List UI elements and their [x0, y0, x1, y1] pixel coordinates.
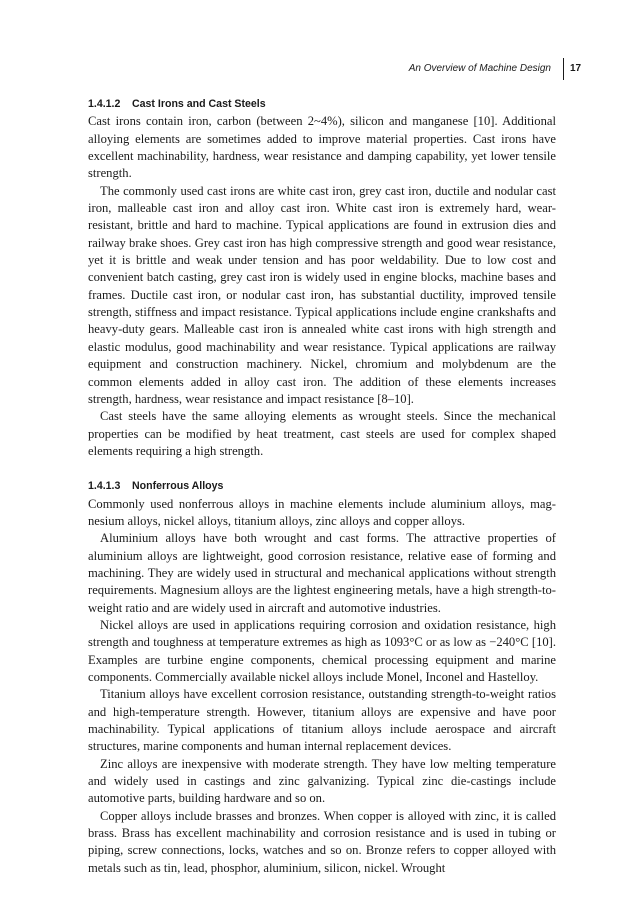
body-text [88, 96, 556, 877]
section-heading-cast-irons [88, 96, 556, 113]
paragraph: Aluminium alloys have both wrought and cast forms. The attractive properties of aluminium alloys are lightweight, good corrosion resistance, relative ease of forming and machining. They are widely used in structural and mechanical applications without strength requirements. Magnesium alloys are the lightest engineering metals, have a high strength-to-weight ratio and are widely used in aircraft and automotive industries. [88, 531, 556, 615]
section-number: 1.4.1.2 [88, 98, 121, 110]
page-number: 17 [570, 63, 582, 74]
paragraph: Commonly used nonferrous alloys in machine elements include aluminium alloys, magnesium alloys, nickel alloys, titanium alloys, zinc alloys and copper alloys. [88, 496, 556, 528]
header-divider [563, 58, 564, 80]
section-heading-nonferrous-alloys [88, 478, 556, 495]
paragraph: Cast irons contain iron, carbon (between 2~4%), silicon and manganese [10]. Additional alloying elements are sometimes added to improve material properties. Cast irons have excellent machinability, hardness, wear resistance and damping capability, yet lower tensile strength. [88, 114, 556, 181]
section-title: Nonferrous Alloys [132, 480, 224, 493]
paragraph: Cast steels have the same alloying elements as wrought steels. Since the mechanical properties can be modified by heat treatment, cast steels are used for complex shaped elements requiring a high strength. [88, 409, 556, 458]
running-title: An Overview of Machine Design [408, 63, 551, 74]
section-number: 1.4.1.3 [88, 480, 121, 493]
paragraph: The commonly used cast irons are white cast iron, grey cast iron, ductile and nodular cast iron, malleable cast iron and alloy cast iron. White cast iron is extremely hard, wear-resistant, brittle and hard to machine. Typical applications are found in extrusion dies and railway brake shoes. Grey cast iron has high compressive strength and good wear resistance, yet it is brittle and weak under tension and has poor weldability. Due to low cost and convenient batch casting, grey cast iron is widely used in engine blocks, machine bases and frames. Ductile cast iron, or nodular cast iron, has substantial ductility, improved tensile strength, stiffness and impact resistance. Typical applications include engine crankshafts and heavy-duty gears. Malleable cast iron is annealed white cast irons with high strength and elastic modulus, good machinability and wear resistance. Typical applications are railway equipment and construction machinery. Nickel, chromium and molybdenum are the common elements added in alloy cast iron. The addition of these elements increases strength, hardness, wear resistance and impact resistance [8–10]. [88, 183, 556, 406]
paragraph: Copper alloys include brasses and bronzes. When copper is alloyed with zinc, it is called brass. Brass has excellent machinability and corrosion resistance and is used in tubing or piping, screw connections, locks, watches and so on. Bronze refers to copper alloyed with metals such as tin, lead, phosphor, aluminium, silicon, nickel. Wrought [88, 808, 556, 875]
paragraph: Titanium alloys have excellent corrosion resistance, outstanding strength-to-weight ratios and high-temperature strength. However, titanium alloys are expensive and have poor machinability. Typical applications of titanium alloys include aerospace and aircraft structures, marine components and human internal replacement devices. [88, 687, 556, 754]
paragraph: Zinc alloys are inexpensive with moderate strength. They have low melting temperature and widely used in castings and zinc galvanizing. Typical zinc die-castings include automotive parts, building hardware and so on. [88, 756, 556, 806]
section-title: Cast Irons and Cast Steels [132, 98, 266, 110]
paragraph: Nickel alloys are used in applications requiring corrosion and oxidation resistance, high strength and toughness at temperature extremes as high as 1093°C or as low as −240°C [10]. Examples are turbine engine components, chemical processing equipment and marine components. Commercially available nickel alloys include Monel, Inconel and Hastelloy. [88, 617, 556, 684]
